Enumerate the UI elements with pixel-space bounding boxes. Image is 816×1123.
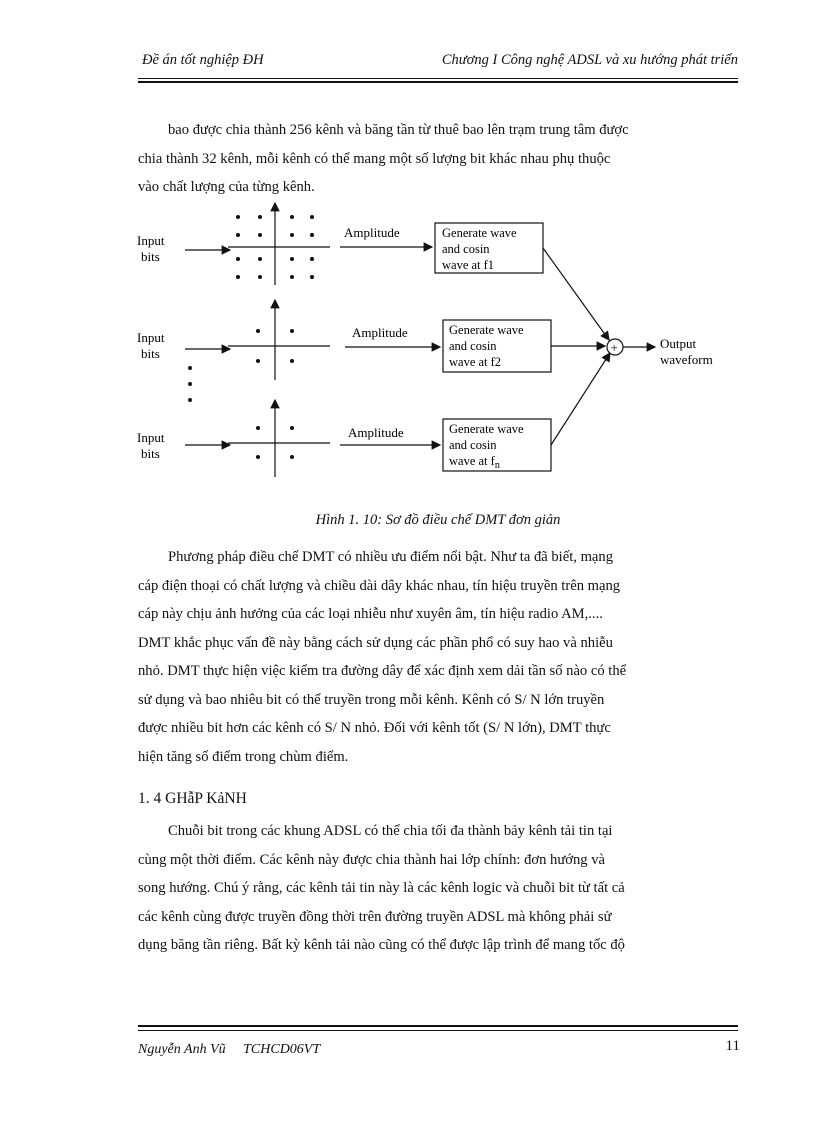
text-line: bao được chia thành 256 kênh và băng tần từ thuê bao lên trạm trung tâm được — [168, 122, 629, 138]
generator-line3-row3: wave at $f_n$ — [449, 454, 500, 471]
header-chapter-title: Chương I Công nghệ ADSL và xu hướng phát triển — [441, 52, 738, 68]
generator-line2-row1: and cosin — [442, 242, 490, 256]
generator-line2-row2: and cosin — [449, 339, 497, 353]
intro-paragraph — [138, 116, 738, 202]
generator-line1-row1: Generate wave — [442, 226, 517, 240]
generator-line2-row3: and cosin — [449, 438, 497, 452]
text-line: Chuỗi bit trong các khung ADSL có thể chia tối đa thành bảy kênh tải tin tại — [168, 823, 613, 839]
output-label-1: Output — [660, 336, 697, 351]
page-header — [138, 50, 738, 72]
header-rule — [138, 78, 738, 79]
input-label-row3: Input — [137, 430, 165, 445]
text-line: được nhiều bit hơn các kênh có S/ N nhỏ. Đối với kênh tốt (S/ N lớn), DMT thực — [138, 720, 611, 736]
text-line: các kênh cùng được truyền đồng thời trên đường truyền ADSL mà không phải sử — [138, 908, 612, 925]
text-line: cáp này chịu ảnh hưởng của các loại nhiễu như xuyên âm, tín hiệu radio AM,.... — [138, 606, 603, 622]
footer-rule-thick — [138, 1025, 738, 1027]
text-line: song hướng. Chú ý rằng, các kênh tải tin này là các kênh logic và chuỗi bit từ tất cả — [138, 880, 625, 896]
text-line: sử dụng và bao nhiêu bit có thể truyền trong mỗi kênh. Kênh có S/ N lớn truyền — [138, 691, 605, 708]
ellipsis-dots — [188, 366, 192, 402]
sum-line-row1 — [543, 248, 609, 340]
page-number: 11 — [725, 1038, 740, 1054]
bits-label-row3: bits — [141, 446, 160, 461]
footer-author: Nguyễn Anh Vũ TCHCD06VT — [138, 1042, 321, 1057]
generator-line1-row3: Generate wave — [449, 422, 524, 436]
figure-caption: Hình 1. 10: Sơ đồ điều chế DMT đơn giản — [315, 512, 561, 528]
input-label-row1: Input — [137, 233, 165, 248]
summer-symbol: + — [610, 340, 618, 355]
header-rule-thick — [138, 81, 738, 83]
amplitude-label-row3: Amplitude — [348, 425, 404, 440]
text-line: chia thành 32 kênh, mỗi kênh có thể mang một số lượng bit khác nhau phụ thuộc — [138, 150, 611, 167]
bits-label-row1: bits — [141, 249, 160, 264]
input-label-row2: Input — [137, 330, 165, 345]
paragraph-dmt-advantages — [138, 543, 738, 771]
amplitude-label-row1: Amplitude — [344, 225, 400, 240]
dmt-diagram — [0, 195, 816, 495]
sum-line-row3 — [551, 353, 610, 445]
header-left-title: Đề án tốt nghiệp ĐH — [142, 52, 264, 68]
section-heading: 1. 4 GHẫP KảNH — [138, 790, 247, 807]
output-label-2: waveform — [660, 352, 713, 367]
text-line: cáp điện thoại có chất lượng và chiều dài dây khác nhau, tín hiệu truyền trên mạng — [138, 577, 621, 594]
paragraph-channels — [138, 817, 738, 960]
text-line: DMT khắc phục vấn đề này bằng cách sử dụng các phần phổ có suy hao và nhiễu — [138, 634, 613, 651]
text-line: Phương pháp điều chế DMT có nhiều ưu điểm nổi bật. Như ta đã biết, mạng — [168, 549, 613, 565]
generator-line3-row2: wave at f2 — [449, 355, 502, 369]
text-line: dụng băng tần riêng. Bất kỳ kênh tải nào cũng có thể được lập trình để mang tốc độ — [138, 937, 625, 953]
text-line: hiện tăng số điểm trong chùm điểm. — [138, 748, 349, 765]
text-line: vào chất lượng của từng kênh. — [138, 179, 315, 195]
generator-line3-row1: wave at f1 — [442, 258, 495, 272]
footer-rule — [138, 1030, 738, 1031]
bits-label-row2: bits — [141, 346, 160, 361]
text-line: cùng một thời điểm. Các kênh này được chia thành hai lớp chính: đơn hướng và — [138, 851, 605, 868]
text-line: nhỏ. DMT thực hiện việc kiểm tra đường dây để xác định xem dải tần số nào có thể — [138, 663, 627, 679]
amplitude-label-row2: Amplitude — [352, 325, 408, 340]
generator-line1-row2: Generate wave — [449, 323, 524, 337]
